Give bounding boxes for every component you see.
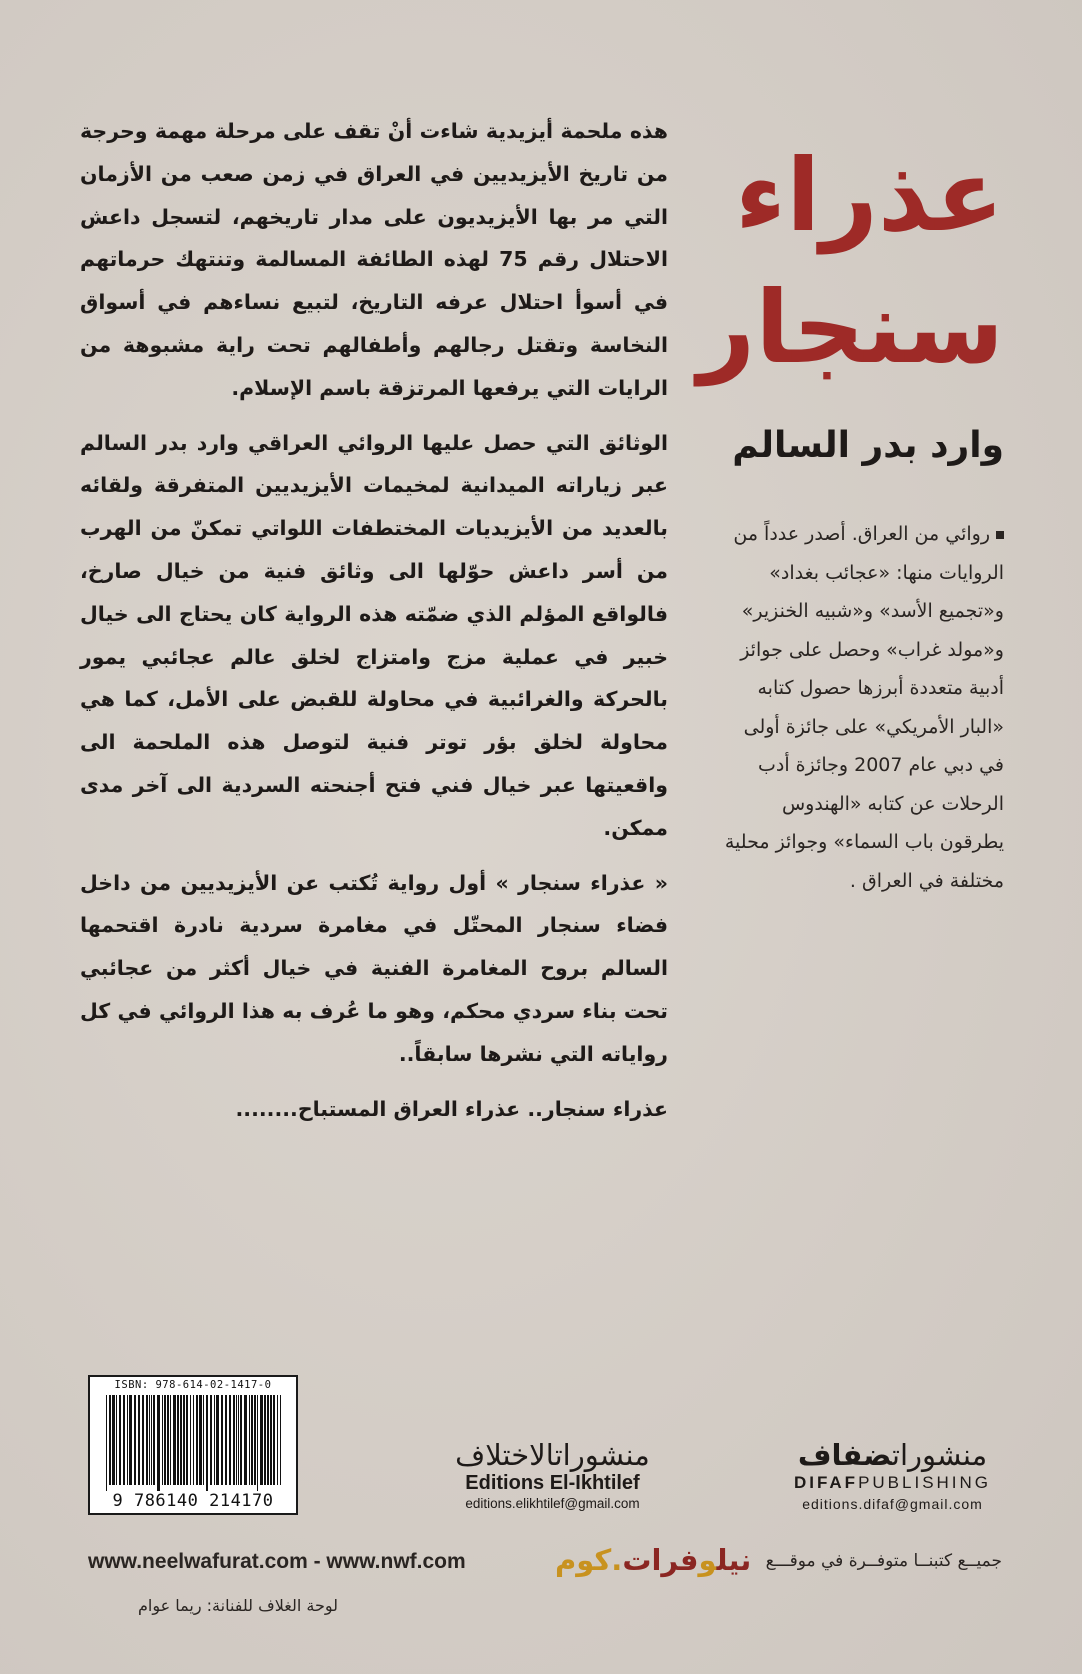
publisher-difaf-ar-b: ضفاف [797,1438,892,1472]
footer-websites: www.neelwafurat.com - www.nwf.com [88,1550,466,1573]
cover-art-credit: لوحة الغلاف للفنانة: ريما عوام [138,1596,338,1615]
barcode-number: 9 786140 214170 [112,1491,274,1511]
barcode-bar [164,1395,166,1485]
author-bio [724,515,1004,900]
barcode-bar [173,1395,176,1485]
barcode-bar [116,1395,117,1485]
bullet-icon [996,531,1004,539]
author-bio-text: روائي من العراق. أصدر عدداً من الروايات منها: «عجائب بغداد» و«تجميع الأسد» و«شبيه الخنزير» و«مولد غراب» وحصل على جوائز أدبية متعددة أبرزها حصول كتابه «البار الأمريكي» على جائزة أولى في دبي عام 2007 وجائزة أدب الرحلات عن كتابه «الهندوس يطرقون باب السماء» وجوائز محلية مختلفة في العراق . [724,523,1004,892]
barcode-bar [254,1395,256,1485]
barcode-bar [267,1395,269,1485]
barcode-bar [203,1395,204,1485]
brand-part-wa: و [698,1543,717,1577]
publisher-ikhtilef-email: editions.elikhtilef@gmail.com [465,1496,640,1511]
barcode-bar [190,1395,191,1485]
isbn-barcode [88,1375,298,1515]
blurb [80,110,668,1142]
book-title-line-1: عذراء [734,137,1004,254]
publisher-difaf-ar-a: منشورات [891,1438,988,1472]
barcode-bar [249,1395,250,1485]
barcode-bar [109,1395,111,1485]
barcode-bar [153,1395,155,1485]
barcode-bar [149,1395,150,1485]
barcode-bar [233,1395,235,1485]
publisher-difaf-latin-b: PUBLISHING [858,1473,992,1492]
barcode-bar [206,1395,208,1491]
publisher-ikhtilef-ar-a: منشورات [554,1438,650,1472]
barcode-bar [180,1395,182,1485]
barcode-bar [260,1395,263,1485]
blurb-paragraph-1: هذه ملحمة أيزيدية شاءت أنْ تقف على مرحلة مهمة وحرجة من تاريخ الأيزيديين في العراق في زمن صعب من الأزمان التي مر بها الأيزيديون على مدار تاريخهم، لتسجل داعش الاحتلال رقم 75 لهذه الطائفة المسالمة وتنتهك حرماتهم في أسوأ احتلال عرفه التاريخ، لتبيع نساءهم في أسواق النخاسة وتقتل رجالهم وأطفالهم تحت راية مشبوهة من الرايات التي يرفعها المرتزقة باسم الإسلام. [80,119,668,400]
barcode-bar [238,1395,239,1485]
barcode-bar [142,1395,144,1485]
barcode-bar [225,1395,227,1485]
barcode-bar [183,1395,185,1485]
barcode-bar [240,1395,242,1485]
barcode-bar [162,1395,163,1485]
barcode-bar [151,1395,152,1485]
barcode-bar [196,1395,198,1485]
isbn-label: ISBN: 978-614-02-1417-0 [114,1379,272,1391]
publisher-ikhtilef [440,1438,665,1514]
barcode-bar [112,1395,115,1485]
publisher-difaf-latin [770,1472,1015,1494]
brand-part-furat: فرات [622,1543,699,1577]
barcode-bar [170,1395,171,1485]
barcode-bar [257,1395,258,1491]
blurb-paragraph-3: « عذراء سنجار » أول رواية تُكتب عن الأيزيديين من داخل فضاء سنجار المحتّل في مغامرة سردية نادرة اقتحمها السالم بروح المغامرة الفنية في خيال أكثر من عجائبي تحت بناء سردي محكم، وهو ما عُرف به هذا الروائي في كل رواياته التي نشرها سابقاً.. [80,870,668,1066]
barcode-bar [167,1395,169,1485]
barcode-bar [186,1395,188,1485]
publisher-difaf [770,1438,1015,1514]
barcode-bar [236,1395,237,1485]
barcode-bar [129,1395,132,1485]
blurb-closing-line: عذراء سنجار.. عذراء العراق المستباح........ [235,1096,668,1121]
barcode-bar [216,1395,219,1485]
barcode-bar [199,1395,202,1485]
barcode-bar [251,1395,253,1485]
barcode-bar [229,1395,231,1485]
barcode-bar [177,1395,179,1485]
publisher-difaf-arabic [770,1438,1015,1472]
publisher-difaf-email: editions.difaf@gmail.com [802,1496,983,1512]
barcode-bar [134,1395,136,1485]
barcode-bar [210,1395,212,1485]
barcode-bar [280,1395,281,1485]
barcode-bar [127,1395,128,1485]
barcode-bar [123,1395,125,1485]
publisher-ikhtilef-ar-b: الاختلاف [455,1438,555,1472]
book-title-line-2: سنجار [697,269,1004,386]
barcode-bar [119,1395,121,1485]
barcode-bar [264,1395,266,1485]
barcode-bar [138,1395,140,1485]
book-title [697,130,1004,394]
barcode-bar [244,1395,247,1485]
publisher-ikhtilef-arabic [440,1438,665,1472]
footer-availability-note: جميــع كتبنــا متوفــرة في موقـــع [765,1551,1002,1571]
brand-part-neel: نيل [716,1543,752,1577]
barcode-bar [106,1395,107,1491]
barcode-bar [273,1395,275,1485]
brand-part-com: .كوم [555,1543,623,1577]
barcode-bar [157,1395,160,1491]
author-name: وارد بدر السالم [732,425,1004,466]
barcode-bar [193,1395,194,1485]
neelwafurat-logo [555,1540,751,1580]
publisher-ikhtilef-latin: Editions El-Ikhtilef [465,1472,640,1494]
publisher-difaf-latin-a: DIFAF [793,1473,859,1492]
barcode-bar [221,1395,223,1485]
barcode-bar [214,1395,215,1485]
barcode-bars [104,1395,286,1491]
blurb-paragraph-2: الوثائق التي حصل عليها الروائي العراقي وارد بدر السالم عبر زياراته الميدانية لمخيمات الأيزيديين المتفرقة ولقائه بالعديد من الأيزيديات المختطفات اللواتي تمكنّ من الهرب من أسر داعش حوّلها الى وثائق فنية من خيال صارخ، فالواقع المؤلم الذي ضمّته هذه الرواية كان يحتاج الى خيال خبير في عملية مزج وامتزاج لخلق عالم عجائبي يمور بالحركة والغرائبية في محاولة للقبض على الأمل، كما هي محاولة لخلق بؤر توتر فنية لتوصل هذه الملحمة الى واقعيتها عبر خيال فني فتح أجنحته السردية الى آخر مدى ممكن. [80,430,668,840]
barcode-bar [270,1395,272,1485]
barcode-bar [146,1395,148,1485]
barcode-bar [277,1395,278,1485]
